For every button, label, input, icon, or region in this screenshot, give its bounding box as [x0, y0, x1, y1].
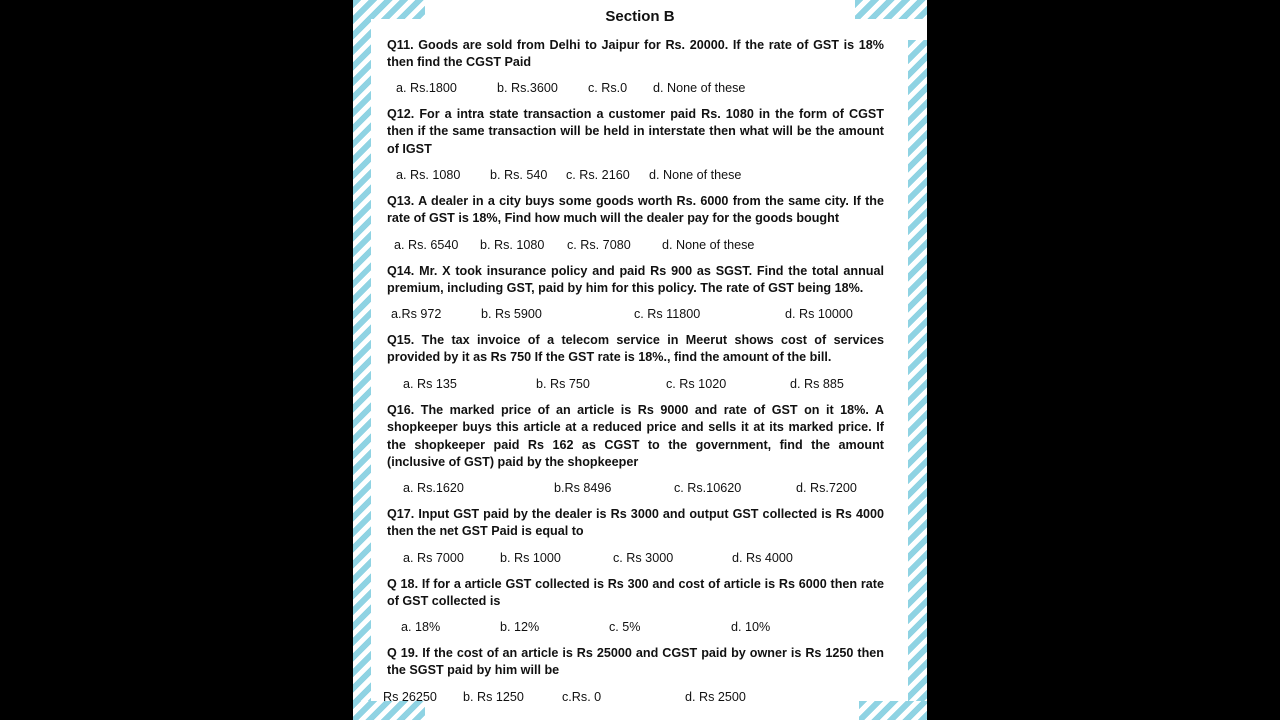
q16-option-c: c. Rs.10620 — [674, 481, 742, 495]
q12-option-d: d. None of these — [649, 168, 742, 182]
q11-option-c: c. Rs.0 — [588, 81, 628, 95]
question-16: Q16. The marked price of an article is Rs 9000 and rate of GST on it 18%. A shopkeeper buys this article at a reduced price and sells it at its marked price. If the shopkeeper paid Rs 162 as CGST to the government, find the amount (inclusive of GST) paid by the shopkeeper — [387, 403, 884, 470]
q15-option-b: b. Rs 750 — [536, 377, 590, 391]
q13-option-c: c. Rs. 7080 — [567, 238, 631, 252]
question-12: Q12. For a intra state transaction a customer paid Rs. 1080 in the form of CGST then if the same transaction will be held in interstate then what will be the amount of IGST — [387, 107, 884, 156]
question-18: Q 18. If for a article GST collected is Rs 300 and cost of article is Rs 6000 then rate of GST collected is — [387, 577, 884, 609]
worksheet-page — [353, 0, 927, 720]
q17-option-a: a. Rs 7000 — [403, 551, 464, 565]
question-11: Q11. Goods are sold from Delhi to Jaipur for Rs. 20000. If the rate of GST is 18% then find the CGST Paid — [387, 38, 884, 70]
q19-option-c: c.Rs. 0 — [562, 690, 602, 704]
q19-option-d: d. Rs 2500 — [685, 690, 746, 704]
decorative-border-right — [908, 40, 927, 720]
q11-option-d: d. None of these — [653, 81, 746, 95]
q13-option-d: d. None of these — [662, 238, 755, 252]
q17-option-b: b. Rs 1000 — [500, 551, 561, 565]
decorative-border-left — [353, 0, 371, 720]
q14-option-c: c. Rs 11800 — [634, 307, 701, 321]
q18-option-c: c. 5% — [609, 620, 641, 634]
q15-option-d: d. Rs 885 — [790, 377, 844, 391]
q12-option-b: b. Rs. 540 — [490, 168, 548, 182]
q11-option-b: b. Rs.3600 — [497, 81, 558, 95]
q14-option-a: a.Rs 972 — [391, 307, 442, 321]
q17-option-d: d. Rs 4000 — [732, 551, 793, 565]
section-title: Section B — [605, 8, 675, 25]
question-17: Q17. Input GST paid by the dealer is Rs 3000 and output GST collected is Rs 4000 then the net GST Paid is equal to — [387, 507, 884, 539]
question-14: Q14. Mr. X took insurance policy and paid Rs 900 as SGST. Find the total annual premium, including GST, paid by him for this policy. The rate of GST being 18%. — [387, 264, 884, 296]
q11-option-a: a. Rs.1800 — [396, 81, 457, 95]
q12-option-a: a. Rs. 1080 — [396, 168, 461, 182]
q12-option-c: c. Rs. 2160 — [566, 168, 630, 182]
q15-option-c: c. Rs 1020 — [666, 377, 727, 391]
question-13: Q13. A dealer in a city buys some goods worth Rs. 6000 from the same city. If the rate of GST is 18%, Find how much will the dealer pay for the goods bought — [387, 194, 884, 226]
q18-option-a: a. 18% — [401, 620, 441, 634]
q16-option-b: b.Rs 8496 — [554, 481, 612, 495]
q15-option-a: a. Rs 135 — [403, 377, 457, 391]
q19-option-a: Rs 26250 — [383, 690, 437, 704]
q17-option-c: c. Rs 3000 — [613, 551, 674, 565]
decorative-corner-bottom-right — [859, 701, 927, 720]
question-15: Q15. The tax invoice of a telecom service in Meerut shows cost of services provided by it as Rs 750 If the GST rate is 18%., find the amount of the bill. — [387, 333, 884, 365]
q18-option-d: d. 10% — [731, 620, 771, 634]
q16-option-a: a. Rs.1620 — [403, 481, 464, 495]
q13-option-a: a. Rs. 6540 — [394, 238, 459, 252]
q18-option-b: b. 12% — [500, 620, 540, 634]
q19-option-b: b. Rs 1250 — [463, 690, 524, 704]
q14-option-b: b. Rs 5900 — [481, 307, 542, 321]
q13-option-b: b. Rs. 1080 — [480, 238, 545, 252]
question-19: Q 19. If the cost of an article is Rs 25000 and CGST paid by owner is Rs 1250 then the SGST paid by him will be — [387, 646, 884, 678]
q16-option-d: d. Rs.7200 — [796, 481, 857, 495]
q14-option-d: d. Rs 10000 — [785, 307, 853, 321]
